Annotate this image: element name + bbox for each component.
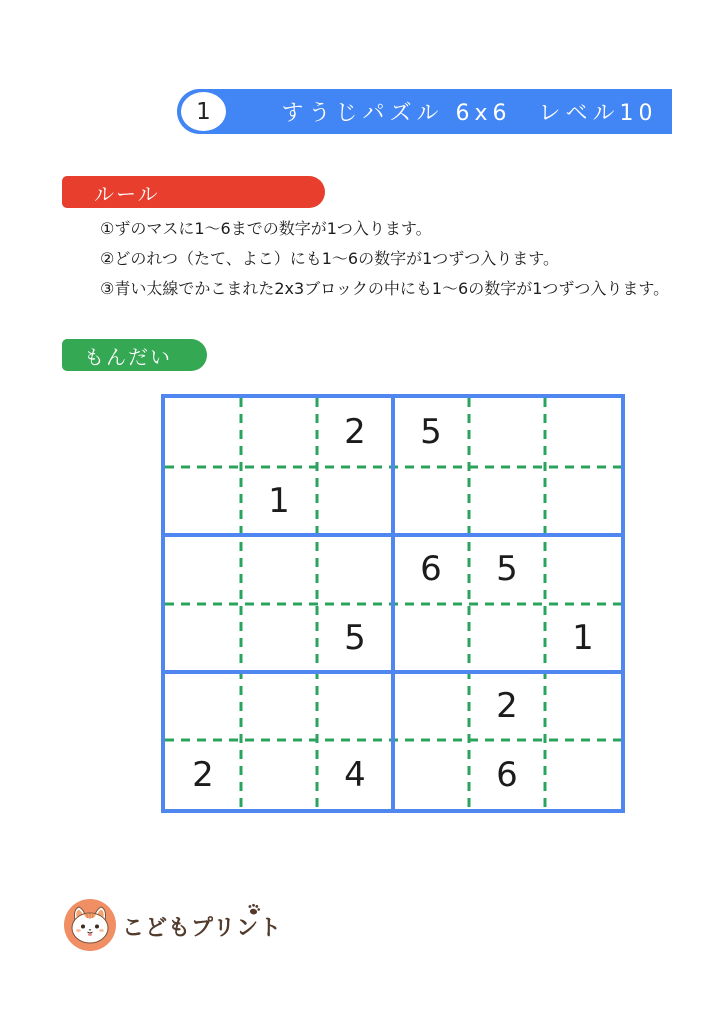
title-bar: [177, 89, 672, 134]
grid-cell-r1c2: [241, 398, 317, 467]
grid-cell-r2c3: [317, 466, 393, 535]
grid-cell-r6c5: 6: [496, 754, 518, 795]
grid-cell-r4c1: [165, 604, 241, 673]
sudoku-cells: [165, 398, 621, 809]
sudoku-grid-lines: [165, 398, 621, 809]
grid-cell-r1c3: 2: [344, 412, 366, 453]
rules-section-label: [62, 176, 325, 208]
grid-cell-r2c2: 1: [268, 480, 290, 521]
grid-cell-r4c6: 1: [572, 617, 594, 658]
grid-cell-r4c4: [393, 604, 469, 673]
grid-cell-r1c5: [469, 398, 545, 467]
grid-cell-r4c3: 5: [344, 617, 366, 658]
grid-cell-r3c4: 6: [420, 549, 442, 590]
grid-cell-r1c4: 5: [420, 412, 442, 453]
grid-cell-r1c6: [545, 398, 621, 467]
grid-cell-r3c3: [317, 535, 393, 604]
rules-label-text: ルール: [94, 181, 160, 206]
grid-cell-r3c2: [241, 535, 317, 604]
brand-logo: [64, 899, 116, 951]
grid-cell-r6c2: [241, 741, 317, 810]
grid-cell-r2c5: [469, 466, 545, 535]
page-title: すうじパズル 6x6 レベル10: [281, 101, 658, 126]
grid-cell-r3c1: [165, 535, 241, 604]
grid-cell-r6c3: 4: [344, 754, 366, 795]
sudoku-grid: [161, 394, 625, 813]
problem-label-text: もんだい: [84, 344, 172, 369]
grid-cell-r5c2: [241, 672, 317, 741]
grid-cell-r1c1: [165, 398, 241, 467]
grid-cell-r4c5: [469, 604, 545, 673]
grid-cell-r5c4: [393, 672, 469, 741]
grid-cell-r5c1: [165, 672, 241, 741]
problem-section-label: [62, 339, 207, 371]
grid-cell-r6c4: [393, 741, 469, 810]
cat-icon: [64, 899, 116, 951]
rule-item-2: ②どのれつ（たて、よこ）にも1～6の数字が1つずつ入ります。: [100, 249, 559, 268]
brand-name: こどもプリント: [122, 916, 283, 941]
grid-cell-r6c6: [545, 741, 621, 810]
rule-item-3: ③青い太線でかこまれた2x3ブロックの中にも1～6の数字が1つずつ入ります。: [100, 279, 670, 298]
grid-cell-r3c6: [545, 535, 621, 604]
grid-cell-r5c3: [317, 672, 393, 741]
grid-cell-r4c2: [241, 604, 317, 673]
grid-cell-r2c4: [393, 466, 469, 535]
grid-cell-r2c1: [165, 466, 241, 535]
rules-list: [100, 214, 669, 304]
page-number: 1: [196, 98, 211, 125]
grid-cell-r3c5: 5: [496, 549, 518, 590]
rule-item-1: ①ずのマスに1～6までの数字が1つ入ります。: [100, 219, 432, 238]
grid-cell-r6c1: 2: [192, 754, 214, 795]
grid-cell-r2c6: [545, 466, 621, 535]
grid-cell-r5c5: 2: [496, 686, 518, 727]
grid-cell-r5c6: [545, 672, 621, 741]
